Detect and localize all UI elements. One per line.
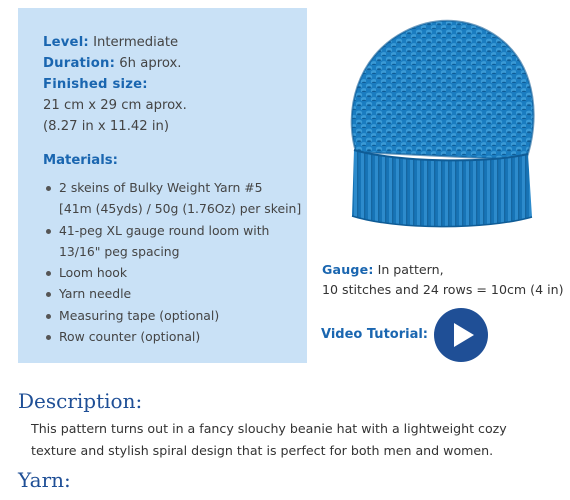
description-heading: Description:	[18, 389, 143, 413]
gauge-line2: 10 stitches and 24 rows = 10cm (4 in)	[322, 282, 564, 297]
materials-item-line1: Loom hook	[59, 265, 128, 281]
materials-item-line1: Measuring tape (optional)	[59, 307, 220, 323]
materials-item-line1: 41-peg XL gauge round loom with	[59, 222, 270, 238]
video-play-button[interactable]	[434, 308, 488, 362]
materials-item-line1: Yarn needle	[59, 286, 132, 302]
materials-item	[43, 283, 307, 304]
materials-item-line1: Row counter (optional)	[59, 329, 201, 345]
finished-size-cm: 21 cm x 29 cm aprox.	[43, 98, 187, 113]
materials-item	[43, 220, 307, 263]
materials-item-line1: 2 skeins of Bulky Weight Yarn #5	[59, 180, 263, 195]
duration-row	[43, 53, 307, 74]
gauge-line1-row	[322, 260, 563, 280]
materials-item-line2: [41m (45yds) / 50g (1.76Oz) per skein]	[59, 201, 302, 217]
gauge-label: Gauge:	[322, 262, 374, 277]
duration-value: 6h aprox.	[119, 56, 182, 71]
duration-label: Duration:	[43, 56, 116, 71]
materials-item-line2: 13/16" peg spacing	[59, 243, 180, 259]
description-text: This pattern turns out in a fancy slouchy beanie hat with a lightweight cozy texture and stylish spiral design that is perfect for both men and women.	[31, 421, 507, 458]
level-row	[43, 32, 307, 53]
finished-size-row	[43, 74, 307, 95]
materials-list	[43, 177, 307, 347]
finished-size-in: (8.27 in x 11.42 in)	[43, 119, 170, 134]
level-label: Level:	[43, 35, 89, 50]
materials-item	[43, 326, 307, 347]
pattern-info-panel	[18, 8, 307, 363]
materials-item	[43, 305, 307, 326]
gauge-info	[322, 260, 563, 300]
materials-item	[43, 177, 307, 220]
play-icon	[434, 308, 488, 362]
blue-knit-beanie-photo	[326, 2, 554, 238]
gauge-line1: In pattern,	[377, 262, 444, 277]
yarn-heading: Yarn:	[18, 468, 71, 492]
video-tutorial-label: Video Tutorial:	[321, 327, 429, 342]
finished-size-label: Finished size:	[43, 77, 148, 92]
level-value: Intermediate	[93, 35, 179, 50]
materials-item	[43, 262, 307, 283]
materials-heading: Materials:	[43, 153, 118, 168]
